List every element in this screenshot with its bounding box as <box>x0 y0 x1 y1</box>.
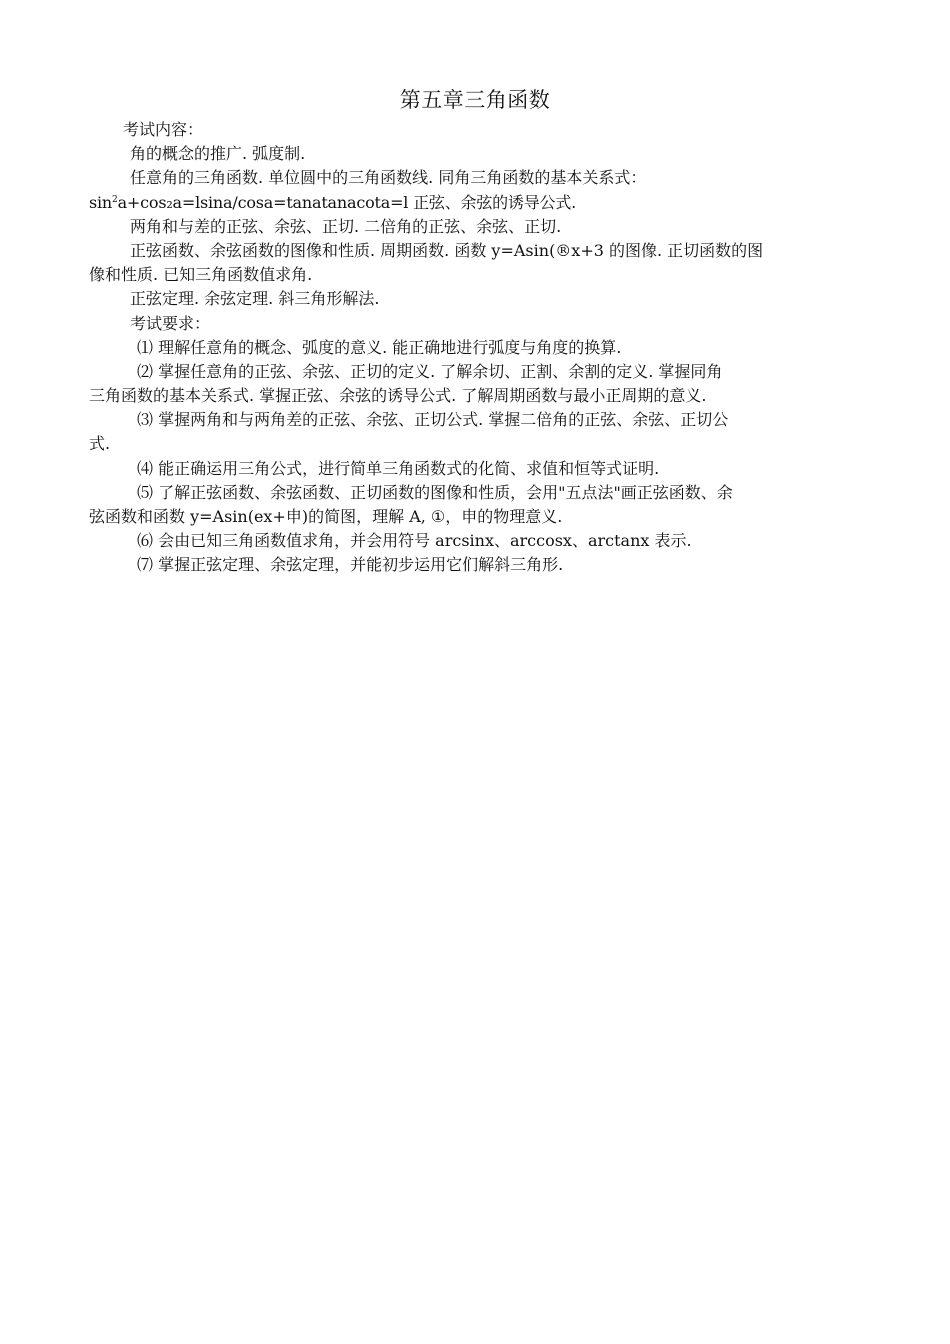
content-item-trig-functions: 任意角的三角函数. 单位圆中的三角函数线. 同角三角函数的基本关系式： <box>130 168 647 188</box>
requirement-3-line2: 式. <box>89 434 111 454</box>
requirement-7: ⑺ 掌握正弦定理、余弦定理，并能初步运用它们解斜三角形. <box>137 555 564 575</box>
content-item-trig-formula <box>89 191 861 215</box>
document-body <box>89 118 861 578</box>
formula-part: sin <box>89 192 113 212</box>
requirement-2-line2: 三角函数的基本关系式. 掌握正弦、余弦的诱导公式. 了解周期函数与最小正周期的意义. <box>89 386 707 406</box>
requirement-3-line1: ⑶ 掌握两角和与两角差的正弦、余弦、正切公式. 掌握二倍角的正弦、余弦、正切公 <box>137 410 729 430</box>
content-item-angle-concept: 角的概念的推广. 弧度制. <box>130 144 306 164</box>
content-heading: 考试内容： <box>123 120 204 139</box>
formula-part: a+cos₂a=lsina/cosa=tanatanacota=l 正弦、余弦的诱导公式. <box>117 192 577 212</box>
content-item-sum-difference: 两角和与差的正弦、余弦、正切. 二倍角的正弦、余弦、正切. <box>130 216 562 236</box>
content-item-graphs-line1: 正弦函数、余弦函数的图像和性质. 周期函数. 函数 y=Asin(®x+3 的图像. 正切函数的图 <box>130 240 764 260</box>
content-item-graphs-line2: 像和性质. 已知三角函数值求角. <box>89 265 313 285</box>
requirement-2-line1: ⑵ 掌握任意角的正弦、余弦、正切的定义. 了解余切、正割、余割的定义. 掌握同角 <box>137 361 723 381</box>
requirement-1: ⑴ 理解任意角的概念、弧度的意义. 能正确地进行弧度与角度的换算. <box>137 337 622 357</box>
requirements-heading: 考试要求： <box>130 313 211 333</box>
requirement-4: ⑷ 能正确运用三角公式，进行简单三角函数式的化简、求值和恒等式证明. <box>137 458 660 478</box>
requirement-5-line1: ⑸ 了解正弦函数、余弦函数、正切函数的图像和性质，会用"五点法"画正弦函数、余 <box>137 482 733 502</box>
content-item-sine-cosine-law: 正弦定理. 余弦定理. 斜三角形解法. <box>130 289 380 309</box>
formula-superscript: 2 <box>112 194 118 205</box>
page-title: 第五章三角函数 <box>399 88 551 112</box>
requirement-6: ⑹ 会由已知三角函数值求角，并会用符号 arcsinx、arccosx、arctanx 表示. <box>137 531 692 551</box>
requirement-5-line2: 弦函数和函数 y=Asin(ex+申)的简图，理解 A, ①，申的物理意义. <box>89 507 563 526</box>
